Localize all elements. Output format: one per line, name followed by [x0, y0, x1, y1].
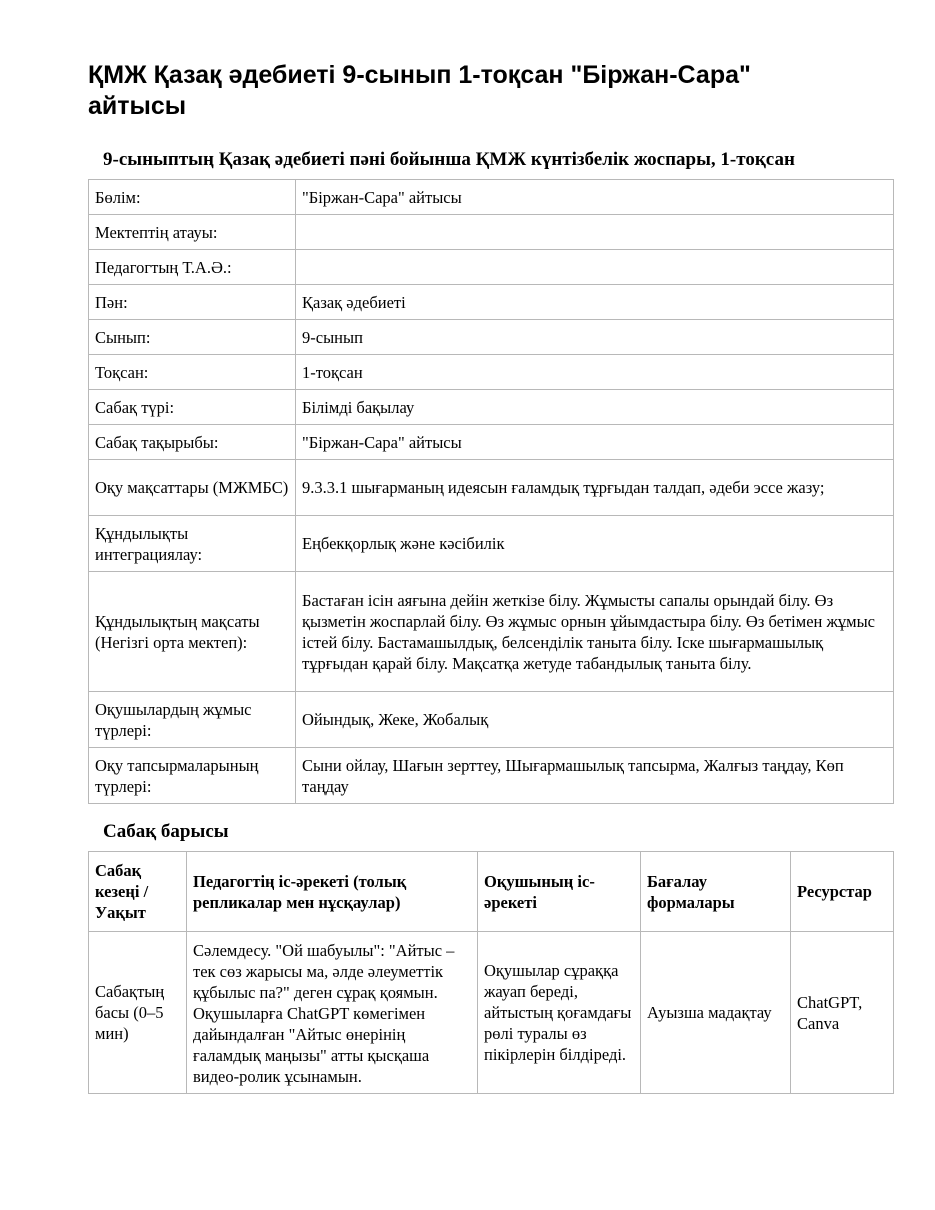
table-row [89, 748, 894, 804]
info-label: Пән: [89, 285, 296, 320]
info-value: Еңбекқорлық және кәсібилік [296, 516, 894, 572]
info-value: Сыни ойлау, Шағын зерттеу, Шығармашылық тапсырма, Жалғыз таңдау, Көп таңдау [296, 748, 894, 804]
info-label: Бөлім: [89, 180, 296, 215]
table-row [89, 425, 894, 460]
table-row [89, 692, 894, 748]
table-row [89, 516, 894, 572]
table-row [89, 285, 894, 320]
info-value [296, 250, 894, 285]
document-title: ҚМЖ Қазақ әдебиеті 9-сынып 1-тоқсан "Біржан-Сара" айтысы [88, 61, 751, 120]
table-row [89, 460, 894, 516]
table-row [89, 250, 894, 285]
plan-heading: 9-сыныптың Қазақ әдебиеті пәні бойынша ҚМЖ күнтізбелік жоспары, 1-тоқсан [103, 149, 795, 170]
info-value: "Біржан-Сара" айтысы [296, 425, 894, 460]
info-label: Сабақ түрі: [89, 390, 296, 425]
column-header: Бағалау формалары [641, 852, 791, 932]
document-page [88, 0, 893, 1094]
info-value: 9-сынып [296, 320, 894, 355]
info-label: Тоқсан: [89, 355, 296, 390]
info-label: Мектептің атауы: [89, 215, 296, 250]
info-label: Сынып: [89, 320, 296, 355]
info-label: Құндылықты интеграциялау: [89, 516, 296, 572]
info-value: Бастаған ісін аяғына дейін жеткізе білу. Жұмысты сапалы орындай білу. Өз қызметін жоспарлай білу. Өз жұмыс орнын ұйымдастыра білу. Өз бетімен жұмыс істей білу. Бастамашылдық, белсенділік таныта білу. Іске шығармашылық тұрғыдан қарай білу. Мақсатқа жетуде табандылық таныта білу. [296, 572, 894, 692]
column-header: Оқушының іс-әрекеті [478, 852, 641, 932]
info-value: Ойындық, Жеке, Жобалық [296, 692, 894, 748]
table-cell: Ауызша мадақтау [641, 932, 791, 1094]
table-cell: Сабақтың басы (0–5 мин) [89, 932, 187, 1094]
lesson-info-table [88, 179, 894, 804]
info-value: 9.3.3.1 шығарманың идеясын ғаламдық тұрғыдан талдап, әдеби эссе жазу; [296, 460, 894, 516]
table-row [89, 215, 894, 250]
lesson-heading: Сабақ барысы [103, 821, 229, 842]
table-cell: Оқушылар сұраққа жауап береді, айтыстың қоғамдағы рөлі туралы өз пікірлерін білдіреді. [478, 932, 641, 1094]
info-value: Қазақ әдебиеті [296, 285, 894, 320]
info-value [296, 215, 894, 250]
table-row [89, 320, 894, 355]
column-header: Ресурстар [791, 852, 894, 932]
table-header-row [89, 852, 894, 932]
table-cell: ChatGPT, Canva [791, 932, 894, 1094]
info-label: Оқушылардың жұмыс түрлері: [89, 692, 296, 748]
table-row [89, 180, 894, 215]
table-row [89, 572, 894, 692]
lesson-flow-table [88, 851, 894, 1094]
table-row [89, 355, 894, 390]
info-label: Құндылықтың мақсаты (Негізгі орта мектеп): [89, 572, 296, 692]
column-header: Сабақ кезеңі / Уақыт [89, 852, 187, 932]
table-row [89, 932, 894, 1094]
info-label: Сабақ тақырыбы: [89, 425, 296, 460]
table-row [89, 390, 894, 425]
info-label: Педагогтың Т.А.Ә.: [89, 250, 296, 285]
info-label: Оқу мақсаттары (МЖМБС) [89, 460, 296, 516]
column-header: Педагогтің іс-әрекеті (толық репликалар мен нұсқаулар) [187, 852, 478, 932]
info-value: "Біржан-Сара" айтысы [296, 180, 894, 215]
info-label: Оқу тапсырмаларының түрлері: [89, 748, 296, 804]
info-value: 1-тоқсан [296, 355, 894, 390]
info-value: Білімді бақылау [296, 390, 894, 425]
table-cell: Сәлемдесу. "Ой шабуылы": "Айтыс – тек сөз жарысы ма, әлде әлеуметтік құбылыс па?" деген сұрақ қоямын. Оқушыларға ChatGPT көмегімен дайындалған "Айтыс өнерінің ғаламдық маңызы" атты қысқаша видео-ролик ұсынамын. [187, 932, 478, 1094]
